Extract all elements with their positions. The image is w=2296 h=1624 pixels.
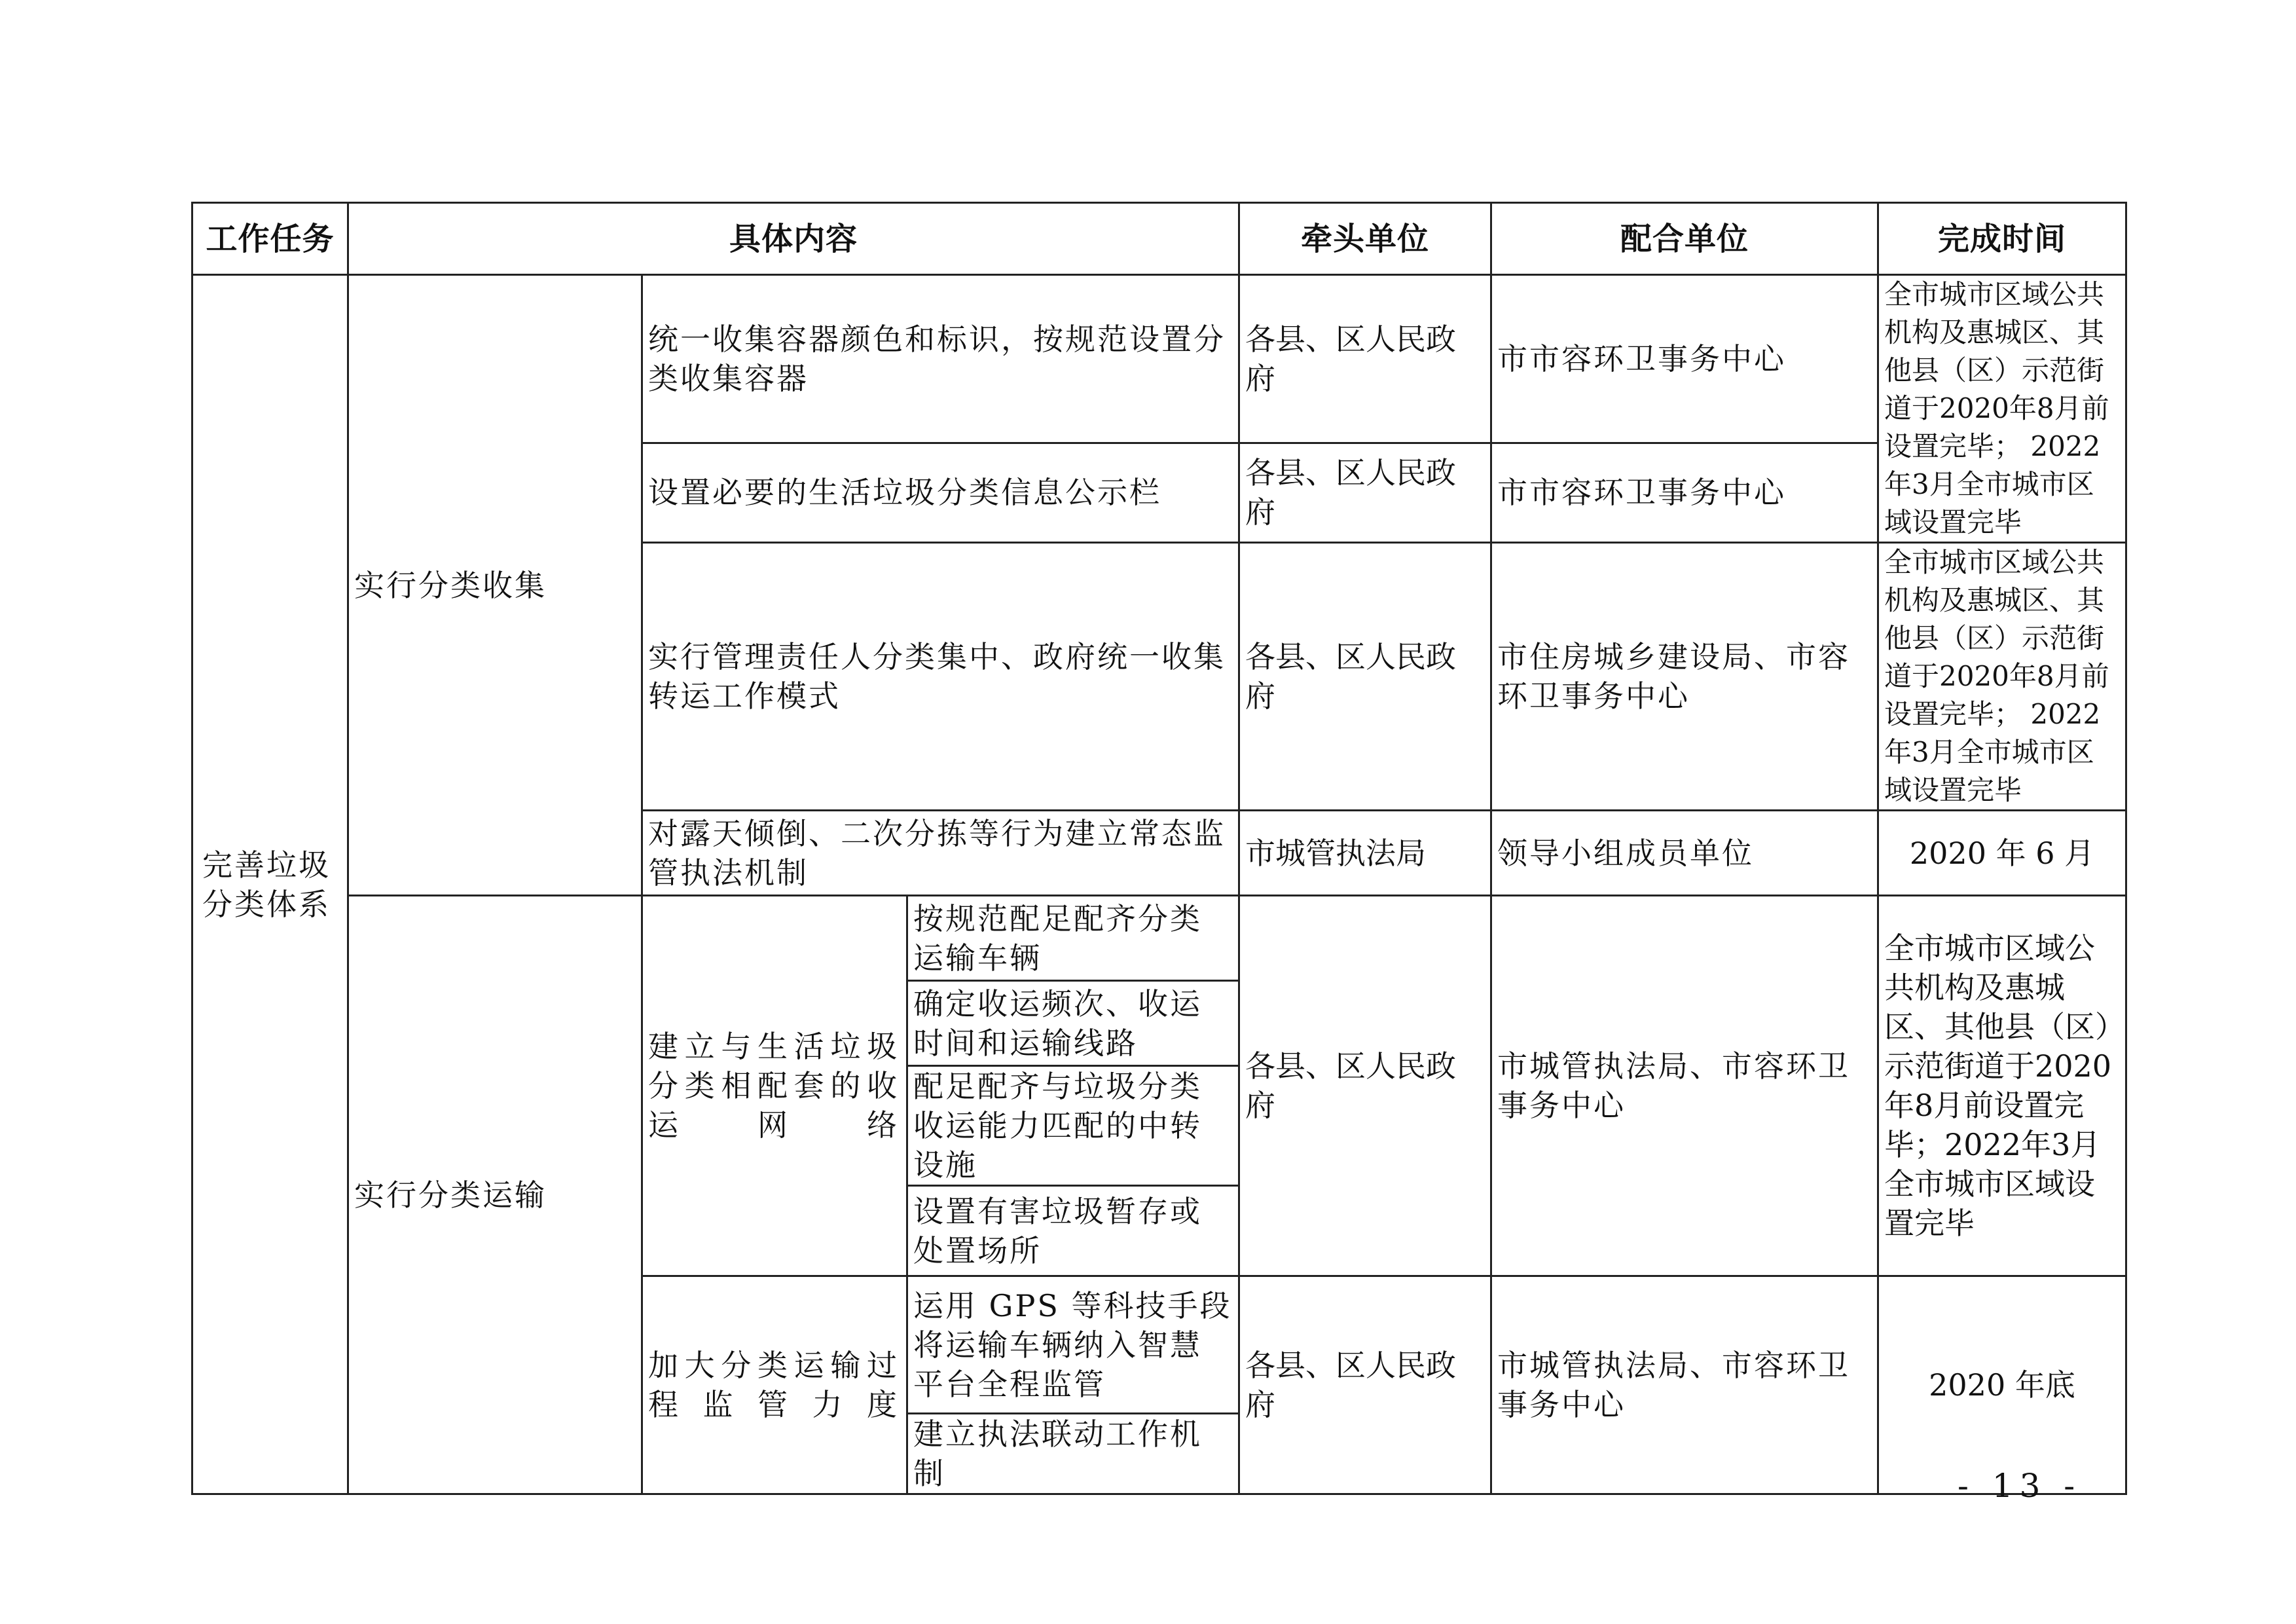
header-row: [192, 203, 2126, 275]
task-table: [191, 202, 2127, 1495]
item-cell: 建立执法联动工作机制: [907, 1414, 1239, 1494]
partner-cell: 市市容环卫事务中心: [1491, 443, 1878, 542]
group-content: 加大分类运输过程监管力度: [642, 1276, 907, 1494]
time-cell: 全市城市区域公共机构及惠城区、其他县（区）示范街道于2020年8月前设置完毕； 2022年3月全市城市区域设置完毕: [1878, 275, 2126, 543]
section-name: 实行分类收集: [348, 275, 642, 896]
item-cell: 设置有害垃圾暂存或处置场所: [907, 1186, 1239, 1276]
lead-cell: 各县、区人民政府: [1239, 1276, 1491, 1494]
partner-cell: 市住房城乡建设局、市容环卫事务中心: [1491, 543, 1878, 811]
task-cell: 完善垃圾分类体系: [192, 275, 348, 1494]
time-cell: 全市城市区域公共机构及惠城区、其他县（区）示范街道于2020年8月前设置完毕；2022年3月全市城市区域设置完毕: [1878, 896, 2126, 1276]
time-cell: 2020 年底: [1878, 1276, 2126, 1494]
partner-cell: 市城管执法局、市容环卫事务中心: [1491, 896, 1878, 1276]
header-partner: 配合单位: [1491, 203, 1878, 275]
time-cell: 2020 年 6 月: [1878, 811, 2126, 896]
content-cell: 统一收集容器颜色和标识，按规范设置分类收集容器: [642, 275, 1239, 443]
group-content: 建立与生活垃圾分类相配套的收运网络: [642, 896, 907, 1276]
item-cell: 确定收运频次、收运时间和运输线路: [907, 981, 1239, 1066]
header-time: 完成时间: [1878, 203, 2126, 275]
header-lead: 牵头单位: [1239, 203, 1491, 275]
lead-cell: 各县、区人民政府: [1239, 896, 1491, 1276]
content-cell: 实行管理责任人分类集中、政府统一收集转运工作模式: [642, 543, 1239, 811]
partner-cell: 领导小组成员单位: [1491, 811, 1878, 896]
time-cell: 全市城市区域公共机构及惠城区、其他县（区）示范街道于2020年8月前设置完毕； 2022年3月全市城市区域设置完毕: [1878, 543, 2126, 811]
lead-cell: 各县、区人民政府: [1239, 543, 1491, 811]
page-number: - 13 -: [1958, 1467, 2082, 1505]
table-row: [192, 275, 2126, 443]
content-cell: 设置必要的生活垃圾分类信息公示栏: [642, 443, 1239, 542]
section-name: 实行分类运输: [348, 896, 642, 1494]
partner-cell: 市城管执法局、市容环卫事务中心: [1491, 1276, 1878, 1494]
item-cell: 按规范配足配齐分类运输车辆: [907, 896, 1239, 981]
header-task: 工作任务: [192, 203, 348, 275]
content-cell: 对露天倾倒、二次分拣等行为建立常态监管执法机制: [642, 811, 1239, 896]
header-content: 具体内容: [348, 203, 1239, 275]
lead-cell: 各县、区人民政府: [1239, 443, 1491, 542]
lead-cell: 各县、区人民政府: [1239, 275, 1491, 443]
table-row: [192, 896, 2126, 981]
item-cell: 运用 GPS 等科技手段将运输车辆纳入智慧平台全程监管: [907, 1276, 1239, 1414]
partner-cell: 市市容环卫事务中心: [1491, 275, 1878, 443]
lead-cell: 市城管执法局: [1239, 811, 1491, 896]
item-cell: 配足配齐与垃圾分类收运能力匹配的中转设施: [907, 1066, 1239, 1186]
